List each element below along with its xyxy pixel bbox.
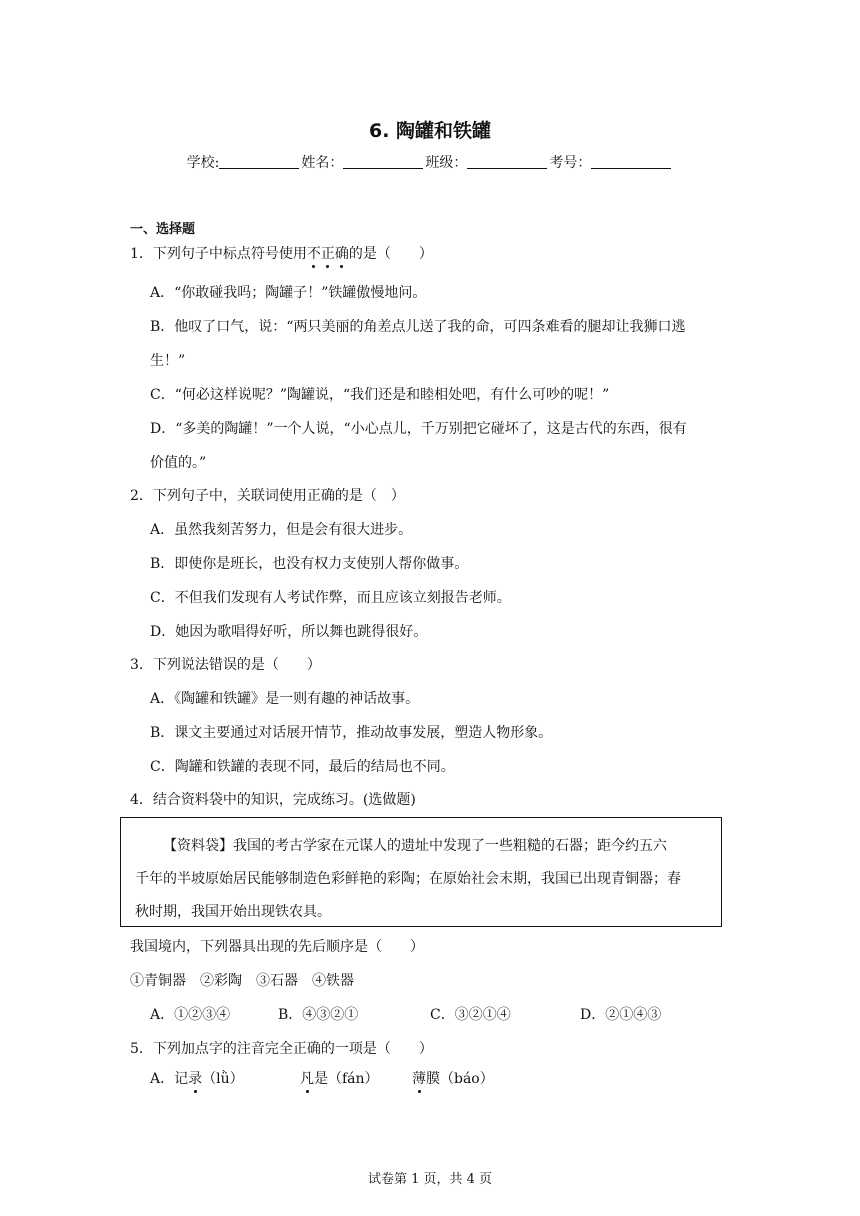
- school-blank[interactable]: [219, 154, 299, 169]
- info-box: [120, 817, 722, 927]
- question-1-option-a[interactable]: A．“你敢碰我吗；陶罐子！”铁罐傲慢地问。: [150, 285, 427, 301]
- page-title: 6. 陶罐和铁罐: [368, 120, 492, 142]
- class-label: 班级：: [425, 155, 468, 171]
- question-1-option-d-line2: 价值的。”: [150, 455, 207, 471]
- question-4-option-c[interactable]: C．③②①④: [430, 1007, 511, 1023]
- question-2-option-a[interactable]: A．虽然我刻苦努力，但是会有很大进步。: [150, 522, 413, 538]
- question-2-option-b[interactable]: B．即使你是班长，也没有权力支使别人帮你做事。: [150, 556, 469, 572]
- question-2-option-d[interactable]: D．她因为歌唱得好听，所以舞也跳得很好。: [150, 624, 428, 640]
- name-blank[interactable]: [343, 154, 423, 169]
- name-label: 姓名：: [301, 155, 344, 171]
- question-5-word-3: 薄膜（báo）: [412, 1068, 494, 1088]
- question-2-option-c[interactable]: C．不但我们发现有人考试作弊，而且应该立刻报告老师。: [150, 590, 511, 606]
- question-3-option-c[interactable]: C．陶罐和铁罐的表现不同，最后的结局也不同。: [150, 759, 455, 775]
- info-box-line-2: 千年的半坡原始居民能够制造色彩鲜艳的彩陶；在原始社会末期，我国已出现青铜器；春: [135, 871, 681, 887]
- question-2-stem: 2．下列句子中，关联词使用正确的是（ ）: [130, 488, 405, 504]
- page-footer: 试卷第 1 页，共 4 页: [367, 1172, 493, 1187]
- question-1-stem: 1．下列句子中标点符号使用不正确的是（ ）: [130, 243, 433, 263]
- exam-no-label: 考号：: [549, 155, 592, 171]
- school-label: 学校:: [186, 155, 220, 171]
- info-box-line-1: 【资料袋】我国的考古学家在元谋人的遗址中发现了一些粗糙的石器；距今约五六: [163, 838, 667, 854]
- question-3-option-b[interactable]: B．课文主要通过对话展开情节，推动故事发展，塑造人物形象。: [150, 725, 553, 741]
- exam-no-blank[interactable]: [591, 154, 671, 169]
- question-1-option-c[interactable]: C．“何必这样说呢？”陶罐说，“我们还是和睦相处吧，有什么可吵的呢！”: [150, 387, 610, 403]
- question-5-word-2: 凡是（fán）: [300, 1068, 379, 1088]
- question-4-option-b[interactable]: B．④③②①: [278, 1007, 359, 1023]
- question-1-option-b-line2: 生！”: [150, 353, 186, 369]
- class-blank[interactable]: [467, 154, 547, 169]
- question-1-option-b-line1[interactable]: B．他叹了口气，说：“两只美丽的角差点儿送了我的命，可四条难看的腿却让我狮口逃: [150, 319, 686, 335]
- section-title: 一、选择题: [130, 222, 196, 237]
- question-4-option-a[interactable]: A．①②③④: [150, 1007, 231, 1023]
- question-5-stem: 5．下列加点字的注音完全正确的一项是（ ）: [130, 1041, 433, 1057]
- student-info-line: [0, 152, 860, 172]
- emphasis-dot-char: 正: [321, 243, 335, 263]
- question-3-option-a[interactable]: A．《陶罐和铁罐》是一则有趣的神话故事。: [150, 691, 420, 707]
- question-5-option-a[interactable]: A．记录（lǜ）: [150, 1068, 244, 1088]
- question-4-ask: 我国境内，下列器具出现的先后顺序是（ ）: [130, 939, 424, 955]
- emphasis-dot-char: 确: [335, 243, 349, 263]
- question-3-stem: 3．下列说法错误的是（ ）: [130, 657, 321, 673]
- question-4-items: ①青铜器 ②彩陶 ③石器 ④铁器: [130, 973, 354, 989]
- emphasis-dot-char: 录: [188, 1068, 202, 1088]
- info-box-label: 【资料袋】: [163, 838, 233, 854]
- question-4-option-d[interactable]: D．②①④③: [580, 1007, 662, 1023]
- emphasis-dot-char: 凡: [300, 1068, 314, 1088]
- info-box-line-3: 秋时期，我国开始出现铁农具。: [135, 904, 331, 920]
- question-1-option-d-line1[interactable]: D．“多美的陶罐！”一个人说，“小心点儿，千万别把它碰坏了，这是古代的东西，很有: [150, 421, 687, 437]
- emphasis-dot-char: 薄: [412, 1068, 426, 1088]
- question-4-stem: 4．结合资料袋中的知识，完成练习。(选做题): [130, 792, 416, 808]
- emphasis-dot-char: 不: [307, 243, 321, 263]
